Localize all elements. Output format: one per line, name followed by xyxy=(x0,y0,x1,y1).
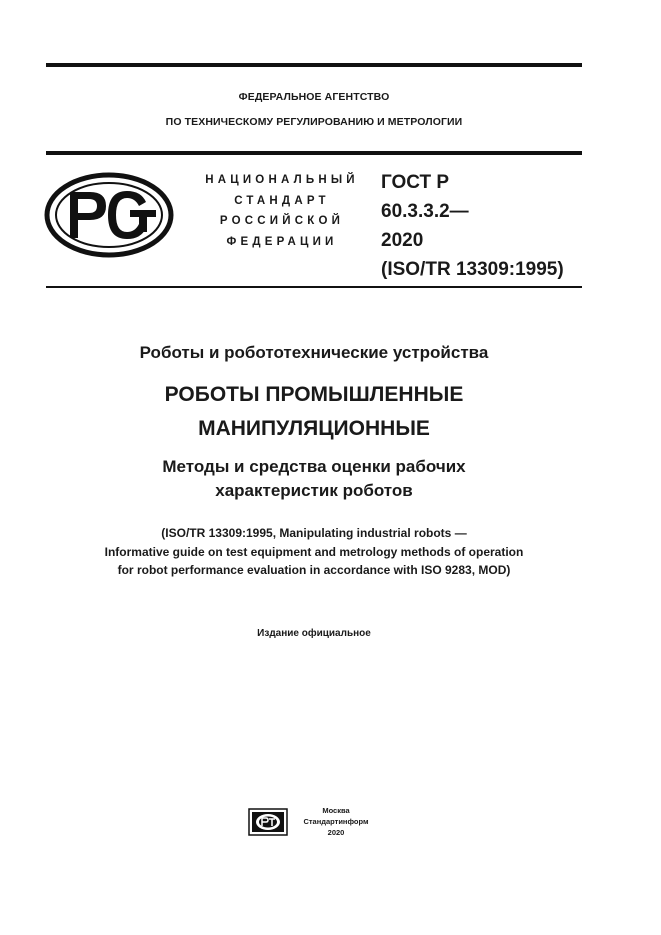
designation-divider-rule xyxy=(46,286,582,288)
publisher-block xyxy=(292,805,380,838)
agency-line-2: ПО ТЕХНИЧЕСКОМУ РЕГУЛИРОВАНИЮ И МЕТРОЛОГИИ xyxy=(165,116,463,128)
top-rule xyxy=(46,63,582,67)
designation-line: (ISO/TR 13309:1995) xyxy=(381,259,564,280)
federation-word: ФЕДЕРАЦИИ xyxy=(226,235,338,248)
designation-line: 60.3.3.2— xyxy=(381,201,469,222)
russian-word: РОССИЙСКОЙ xyxy=(219,215,345,227)
subtitle-line-1: Методы и средства оценки рабочих xyxy=(162,457,466,476)
standard-designation xyxy=(381,168,564,284)
source-line-2: Informative guide on test equipment and metrology methods of operation xyxy=(104,545,524,559)
header-divider-rule xyxy=(46,151,582,155)
source-line-3: for robot performance evaluation in accordance with ISO 9283, MOD) xyxy=(117,563,511,577)
national-word: НАЦИОНАЛЬНЫЙ xyxy=(205,174,359,186)
series-title: Роботы и робототехнические устройства xyxy=(139,343,489,362)
subtitle-line-2: характеристик роботов xyxy=(215,481,413,500)
designation-line: ГОСТ Р xyxy=(381,172,450,193)
publisher-name: Стандартинформ xyxy=(303,817,369,826)
publisher-year: 2020 xyxy=(327,828,345,837)
source-line-1: (ISO/TR 13309:1995, Manipulating industrial robots — xyxy=(161,526,467,540)
main-title-line-1: РОБОТЫ ПРОМЫШЛЕННЫЕ xyxy=(164,383,464,406)
national-standard-words xyxy=(196,170,368,252)
standartinform-logo-icon xyxy=(248,808,288,836)
edition-label: Издание официальное xyxy=(257,628,371,639)
gost-r-certification-mark-icon xyxy=(44,172,174,258)
publisher-city: Москва xyxy=(322,806,350,815)
standard-word: СТАНДАРТ xyxy=(234,194,330,207)
main-title-line-2: МАНИПУЛЯЦИОННЫЕ xyxy=(198,417,430,440)
designation-line: 2020 xyxy=(381,230,424,251)
agency-line-1: ФЕДЕРАЛЬНОЕ АГЕНТСТВО xyxy=(238,91,390,103)
